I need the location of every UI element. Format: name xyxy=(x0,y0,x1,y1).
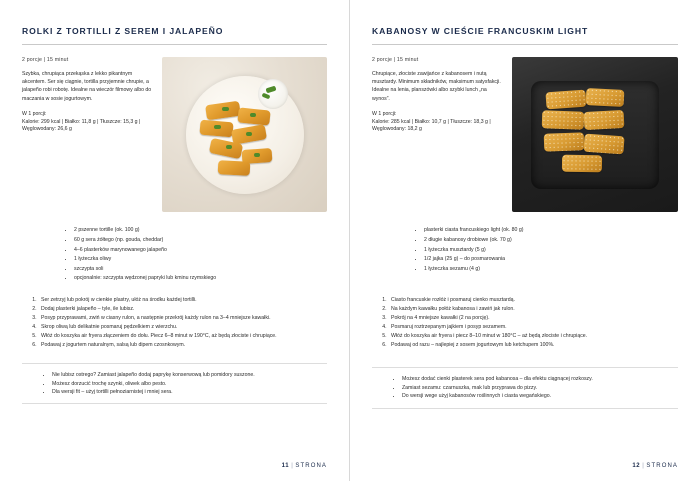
intro-block xyxy=(22,57,327,212)
ingredients-list xyxy=(372,226,678,274)
page-footer xyxy=(282,463,327,469)
list-item: • opcjonalnie: szczypta wędzonej papryki lub kminu rzymskiego xyxy=(74,274,327,284)
title-divider xyxy=(372,44,678,45)
sesame-seeds xyxy=(586,88,625,107)
title-divider xyxy=(22,44,327,45)
footer-separator: | xyxy=(291,463,294,469)
right-page xyxy=(350,0,700,481)
list-item: • plasterki ciasta francuskiego light (ok. 80 g) xyxy=(424,226,678,236)
list-item: • Możesz dorzucić trochę szynki, oliwek albo pesto. xyxy=(52,380,327,388)
page-label: STRONA xyxy=(646,463,678,469)
ingredients-list xyxy=(22,226,327,284)
sesame-seeds xyxy=(545,90,586,110)
list-item: • 1 łyżeczka sezamu (4 g) xyxy=(424,265,678,275)
nutrition-values: Kalorie: 285 kcal | Białko: 10,7 g | Tłuszcze: 18,3 g | Węglowodany: 18,2 g xyxy=(372,118,491,133)
list-item: • Możesz dodać cienki plasterek sera pod kabanosa – dla efektu ciągnącej rozkoszy. xyxy=(402,375,678,383)
intro-text-column xyxy=(372,57,502,134)
list-item: 3. Pokrój na 4 mniejsze kawałki (2 na porcję). xyxy=(388,314,678,322)
page-number: 12 xyxy=(632,463,641,469)
list-item: 4. Skrop oliwą lub delikatnie posmaruj pędzelkiem z wierzchu. xyxy=(38,323,327,331)
tips-list xyxy=(22,371,327,396)
list-item: 2. Na każdym kawałku połóż kabanosa i zawiń jak rulon. xyxy=(388,305,678,313)
recipe-intro: Chrupiące, złociste zawijańce z kabanosem i nutą musztardy. Minimum składników, maksimum satysfakcji. Idealne na lenia, planszówki albo szybki lunch „na wynos”. xyxy=(372,71,501,102)
sesame-seeds xyxy=(542,111,585,130)
page-label: STRONA xyxy=(295,463,327,469)
list-item: • 2 pszenne tortille (ok. 100 g) xyxy=(74,226,327,236)
pastry-roll xyxy=(562,155,602,173)
steps-list xyxy=(372,296,678,349)
nutrition-heading: W 1 porcji: xyxy=(22,110,47,117)
sesame-seeds xyxy=(584,110,625,130)
recipe-meta: 2 porcje | 15 minut xyxy=(372,57,419,64)
recipe-meta: 2 porcje | 15 minut xyxy=(22,57,69,64)
list-item: 5. Włóż do koszyka air fryera i piecz 8–10 minut w 180°C – aż będą złociste i chrupiące. xyxy=(388,332,678,340)
sesame-seeds xyxy=(583,134,624,155)
list-item: • 60 g sera żółtego (np. gouda, cheddar) xyxy=(74,236,327,246)
list-item: • 4–6 plasterków marynowanego jalapeño xyxy=(74,246,327,256)
footer-separator: | xyxy=(642,463,645,469)
list-item: • 1 łyżeczka oliwy xyxy=(74,255,327,265)
tortilla-roll xyxy=(218,160,251,176)
recipe-photo xyxy=(512,57,678,212)
list-item: 1. Ser zetrzyj lub pokrój w cienkie plastry, ułóż na środku każdej tortilli. xyxy=(38,296,327,304)
pastry-roll xyxy=(542,111,585,130)
list-item: • Zamiast sezamu: czarnuszka, mak lub przyprawa do pizzy. xyxy=(402,384,678,392)
recipe-intro: Szybka, chrupiąca przekąska z lekko pikantnym akcentem. Ser się ciągnie, tortilla przyjemnie chrupie, a jalapeño robi robotę. Idealne na wieczór filmowy albo do maczania w sosie jogurtowym. xyxy=(22,71,152,102)
sesame-seeds xyxy=(544,133,585,152)
page-title: KABANOSY W CIEŚCIE FRANCUSKIM LIGHT xyxy=(372,26,589,36)
recipe-photo xyxy=(162,57,327,212)
page-number: 11 xyxy=(281,463,290,469)
list-item: 6. Podawaj z jogurtem naturalnym, salsą lub dipem czosnkowym. xyxy=(38,341,327,349)
tips-box xyxy=(22,363,327,404)
intro-block xyxy=(372,57,678,212)
sesame-seeds xyxy=(562,155,602,173)
list-item: • Nie lubisz ostrego? Zamiast jalapeño dodaj paprykę konserwową lub pomidory suszone. xyxy=(52,371,327,379)
list-item: 6. Podawaj od razu – najlepiej z sosem jogurtowym lub ketchupem 100%. xyxy=(388,341,678,349)
list-item: 1. Ciasto francuskie rozłóż i posmaruj cienko musztardą. xyxy=(388,296,678,304)
jalapeno-slice xyxy=(214,125,221,129)
nutrition-values: Kalorie: 299 kcal | Białko: 11,8 g | Tłuszcze: 15,3 g | Węglowodany: 26,6 g xyxy=(22,118,141,133)
pastry-roll xyxy=(545,90,586,110)
list-item: 3. Posyp przyprawami, zwiń w ciasny rulon, a następnie przekrój każdy rulon na 3–4 mniejsze kawałki. xyxy=(38,314,327,322)
list-item: • Dla wersji fit – użyj tortilli pełnoziarnistej i mniej sera. xyxy=(52,388,327,396)
list-item: 4. Posmaruj roztrzepanym jajkiem i posyp sezamem. xyxy=(388,323,678,331)
list-item: • 1 łyżeczka musztardy (5 g) xyxy=(424,246,678,256)
steps-list xyxy=(22,296,327,349)
pastry-roll xyxy=(586,88,625,107)
tips-box xyxy=(372,367,678,408)
list-item: • Do wersji wege użyj kabanosów roślinnych i ciasta wegańskiego. xyxy=(402,392,678,400)
pastry-roll xyxy=(544,133,585,152)
list-item: 2. Dodaj plasterki jalapeño – tyle, ile lubisz. xyxy=(38,305,327,313)
list-item: • 1/2 jajka (25 g) – do posmarowania xyxy=(424,255,678,265)
page-title: ROLKI Z TORTILLI Z SEREM I JALAPEÑO xyxy=(22,26,224,36)
page-footer xyxy=(632,463,678,469)
tips-list xyxy=(372,375,678,400)
nutrition-heading: W 1 porcji: xyxy=(372,110,397,117)
pastry-roll xyxy=(584,110,625,130)
jalapeno-slice xyxy=(222,107,229,111)
list-item: 5. Włóż do koszyka air fryera złączeniem do dołu. Piecz 6–8 minut w 190°C, aż będą złociste i chrupiące. xyxy=(38,332,327,340)
pastry-roll xyxy=(583,134,624,155)
list-item: • szczypta soli xyxy=(74,265,327,275)
list-item: • 2 długie kabanosy drobiowe (ok. 70 g) xyxy=(424,236,678,246)
intro-text-column xyxy=(22,57,152,134)
